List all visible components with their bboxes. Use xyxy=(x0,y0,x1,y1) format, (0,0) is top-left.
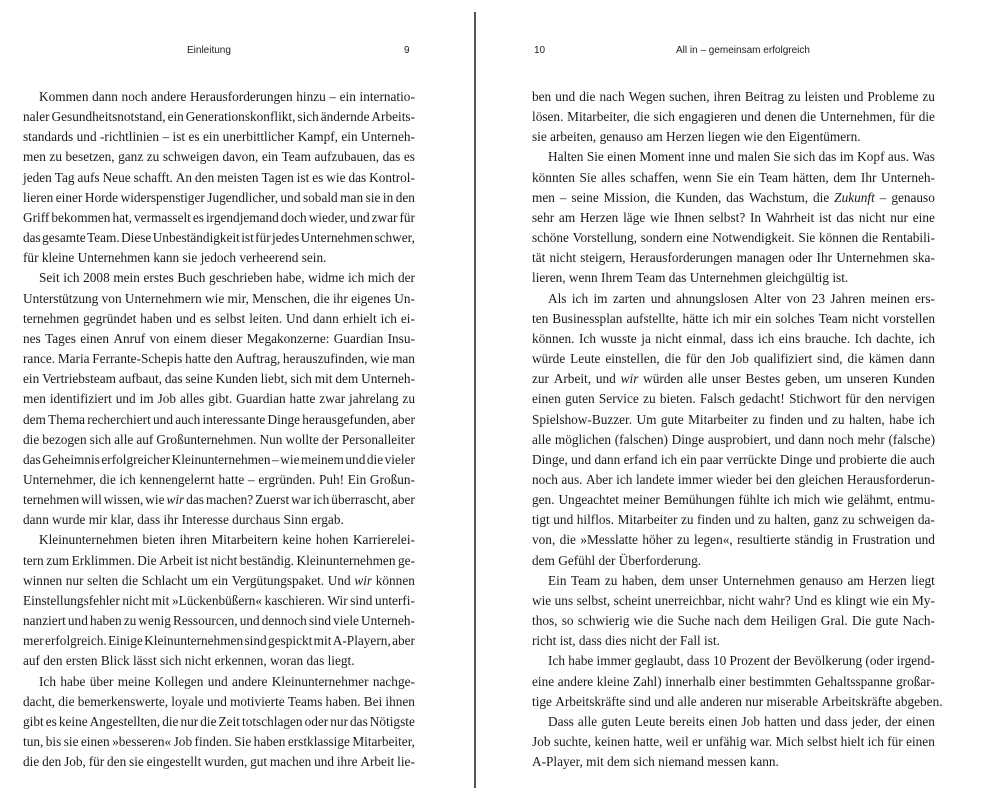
text-line: tern zum Erklimmen. Die Arbeit ist nicht beständig. Kleinunternehmen ge- xyxy=(23,552,415,568)
text-line: gen. Ungeachtet meiner Bemühungen fühlte ich mich wie gelähmt, entmu- xyxy=(532,492,935,508)
text-line: auf den ersten Blick lässt sich nicht erkennen, woran das liegt. xyxy=(23,653,355,669)
text-line: Dinge, und dann erfand ich ein paar verrückte Dinge und probierte die auch xyxy=(532,451,935,467)
text-line: Ich habe über meine Kollegen und andere Kleinunternehmer nachge- xyxy=(39,673,415,689)
text-line: ein Vertriebsteam aufbaut, das seine Kunden liebt, sich mit dem Unterneh- xyxy=(23,371,415,387)
text-line: Job suchte, keinen hatte, weil er unfähig war. Mich selbst hielt ich für einen xyxy=(532,734,935,749)
text-line: sie arbeiten, genauso am Herzen liegen wie den Eigentümern. xyxy=(532,129,861,145)
text-line: das Geheimnis erfolgreicher Kleinunternehmen – wie meinem und die vieler xyxy=(23,451,415,467)
text-line: nanziert und haben zu wenig Ressourcen, und dennoch sind viele Unterneh- xyxy=(23,613,415,629)
left-page-body xyxy=(23,87,415,772)
text-line: für kleine Unternehmen kann sie jedoch verheerend sein. xyxy=(23,250,327,266)
text-line: ben und die nach Wegen suchen, ihren Beitrag zu leisten und Probleme zu xyxy=(532,89,935,104)
text-line: einen guten Service zu bieten. Falsch gedacht! Stichwort für den nervigen xyxy=(532,391,935,407)
text-line: ten Businessplan aufstellte, hätte ich mir ein solches Team nicht vorstellen xyxy=(532,310,935,326)
running-head-left: Einleitung xyxy=(187,45,231,56)
page-number-left: 9 xyxy=(404,45,410,56)
page-number-right: 10 xyxy=(534,45,546,56)
text-line: dann wurde mir klar, dass ihr Interesse durchaus Sinn ergab. xyxy=(23,512,344,528)
text-line: von, die »Messlatte höher zu legen«, resultierte ständig in Frustration und xyxy=(532,532,935,548)
text-line: Halten Sie einen Moment inne und malen Sie sich das im Kopf aus. Was xyxy=(548,149,935,165)
text-line: naler Gesundheitsnotstand, ein Generationskonflikt, sich ändernde Arbeits- xyxy=(23,109,415,125)
text-line: Ich habe immer geglaubt, dass 10 Prozent der Bevölkerung (oder irgend- xyxy=(548,653,935,669)
text-line: schöne Vorstellung, sondern eine Notwendigkeit. Sie können die Rentabili- xyxy=(532,230,935,246)
text-line: Unternehmer, die ich kennengelernt hatte – ergründen. Puh! Ein Großun- xyxy=(23,471,415,487)
text-line: gibt es keine Angestellten, die nur die Zeit totschlagen oder nur das Nötigste xyxy=(23,713,415,729)
text-line: winnen nur selten die Schlacht um ein Vergütungspaket. Und wir können xyxy=(23,572,415,588)
text-line: lieren, wenn Ihrem Team das Unternehmen gleichgültig ist. xyxy=(532,270,849,286)
text-line: wie uns selbst, scheint unerreichbar, nicht wahr? Und es klingt wie ein My- xyxy=(532,592,935,608)
text-line: nes Tages einen Anruf von einem dieser Megakonzerne: Guardian Insu- xyxy=(23,330,415,346)
text-line: dacht, die bemerkenswerte, loyale und motivierte Teams haben. Bei ihnen xyxy=(23,693,415,709)
text-line: tät nicht steigern, Herausforderungen managen oder Ihr Unternehmen ska- xyxy=(532,250,935,266)
text-line: ternehmen gegründet haben und es selbst leiten. Und dann erhielt ich ei- xyxy=(23,310,415,326)
text-line: Seit ich 2008 mein erstes Buch geschrieben habe, widme ich mich der xyxy=(39,270,415,286)
text-line: alle möglichen (falschen) Dinge ausprobiert, und dann noch mehr (falsche) xyxy=(532,431,935,447)
text-line: A-Player, mit dem sich niemand messen kann. xyxy=(532,754,779,770)
text-line: jeden Tag aufs Neue schafft. An den meisten Tagen ist es wie das Kontrol- xyxy=(23,169,415,185)
text-line: Ein Team zu haben, dem unser Unternehmen genauso am Herzen liegt xyxy=(548,572,935,588)
running-head-right: All in – gemeinsam erfolgreich xyxy=(676,45,810,56)
text-line: standards und -richtlinien – ist es ein unerbittlicher Kampf, ein Unterneh- xyxy=(23,129,415,145)
text-line: Spielshow-Buzzer. Um gute Mitarbeiter zu finden und zu halten, habe ich xyxy=(532,411,935,427)
text-line: lösen. Mitarbeiter, die sich engagieren und denen die Unternehmen, für die xyxy=(532,109,935,125)
text-line: Als ich im zarten und ahnungslosen Alter von 23 Jahren meinen ers- xyxy=(548,290,935,306)
text-line: men zu besetzen, ganz zu schweigen davon, ein Team aufzubauen, das es xyxy=(23,149,415,165)
text-line: men – seine Mission, die Kunden, das Wachstum, die Zukunft – genauso xyxy=(532,189,935,205)
left-page xyxy=(0,0,474,800)
text-line: können. Ich wusste ja nicht einmal, dass ich eins brauche. Ich dachte, ich xyxy=(532,330,935,346)
text-line: noch aus. Aber ich landete immer wieder bei den gleichen Herausforderun- xyxy=(532,471,935,487)
text-line: ternehmen will wissen, wie wir das machen? Zuerst war ich überrascht, aber xyxy=(23,492,415,508)
text-line: könnten Sie alles schaffen, wenn Sie ein Team hätten, dem Ihr Unterneh- xyxy=(532,169,935,185)
text-line: tige Arbeitskräfte sind und alle anderen nur miserable Arbeitskräfte abgeben. xyxy=(532,693,943,709)
text-line: die den Job, für den sie eingestellt wurden, gut machen und ihre Arbeit lie- xyxy=(23,754,415,770)
text-line: tun, bis sie einen »besseren« Job finden. Sie haben erstklassige Mitarbeiter, xyxy=(23,734,415,749)
text-line: die bezogen sich alle auf Großunternehmen. Nun wollte der Personalleiter xyxy=(23,431,415,447)
text-line: mer erfolgreich. Einige Kleinunternehmen sind gespickt mit A-Playern, aber xyxy=(23,633,415,649)
text-line: tigt und hilflos. Mitarbeiter zu finden und zu halten, ganz zu schweigen da- xyxy=(532,512,935,528)
text-line: rance. Maria Ferrante-Schepis hatte den Auftrag, herauszufinden, wie man xyxy=(23,351,415,367)
text-line: würde Leute einstellen, die für den Job qualifiziert sind, die kämen dann xyxy=(532,351,935,367)
text-line: Kommen dann noch andere Herausforderungen hinzu – ein internatio- xyxy=(39,89,415,104)
right-page xyxy=(476,0,1000,800)
text-line: dem Thema recherchiert und auch interessante Dinge herausgefunden, aber xyxy=(23,411,415,427)
text-line: Dass alle guten Leute bereits einen Job hatten und dass jeder, der einen xyxy=(548,713,935,729)
text-line: sehr am Herzen läge wie Ihnen selbst? In Wahrheit ist das nicht nur eine xyxy=(532,209,935,225)
text-line: Einstellungsfehler nicht mit »Lückenbüßern« kaschieren. Wir sind unterfi- xyxy=(23,592,415,608)
text-line: Kleinunternehmen bieten ihren Mitarbeitern keine hohen Karrierelei- xyxy=(39,532,415,548)
text-line: zur Arbeit, und wir würden alle unser Bestes geben, um unseren Kunden xyxy=(532,371,935,387)
text-line: men identifiziert und im Job alles gibt. Guardian hatte zwar jahrelang zu xyxy=(23,391,415,407)
text-line: Unterstützung von Unternehmern wie mir, Menschen, die ihr eigenes Un- xyxy=(23,290,415,306)
text-line: thos, so schwierig wie die Suche nach dem Heiligen Gral. Die gute Nach- xyxy=(532,613,935,629)
text-line: Griff bekommen hat, vermasselt es irgendjemand doch wieder, und zwar für xyxy=(23,209,415,225)
text-line: richt ist, dass dies nicht der Fall ist. xyxy=(532,633,720,649)
text-line: eine andere kleine Zahl) innerhalb einer bestimmten Gehaltsspanne großar- xyxy=(532,673,935,689)
text-line: lieren einer Horde widerspenstiger Jugendlicher, und sobald man sie in den xyxy=(23,189,415,205)
text-line: das gesamte Team. Diese Unbeständigkeit ist für jedes Unternehmen schwer, xyxy=(23,230,415,246)
text-line: dem Gefühl der Überforderung. xyxy=(532,552,702,568)
right-page-body xyxy=(532,87,943,772)
